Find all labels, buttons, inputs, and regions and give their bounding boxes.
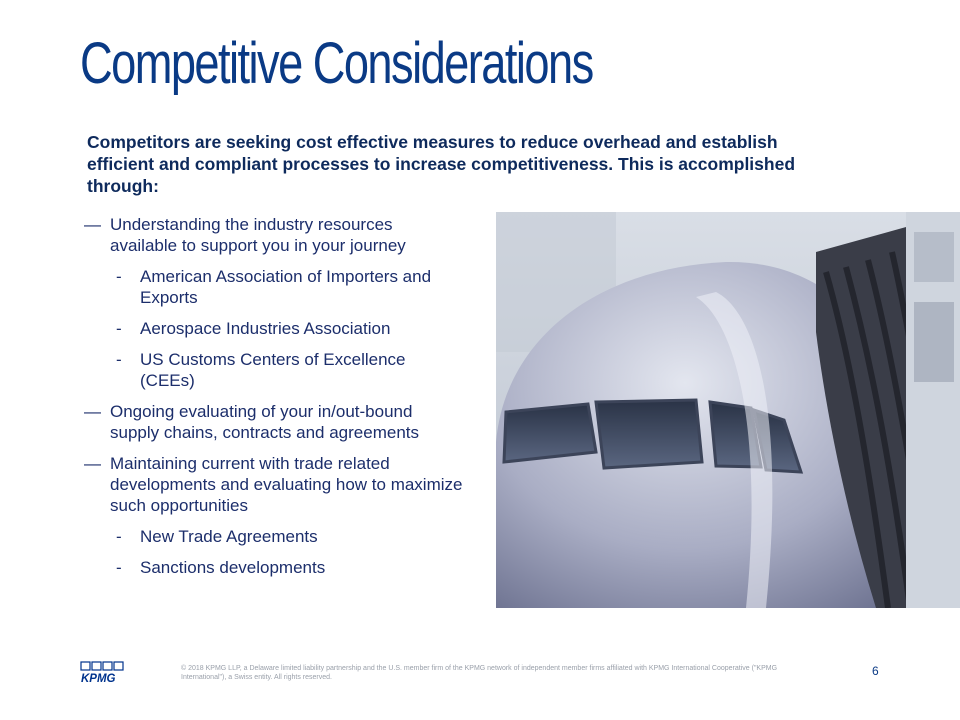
bullet-marker: - — [116, 267, 122, 286]
bullet-item — [84, 401, 464, 443]
sub-bullet-item — [84, 557, 464, 578]
bullet-marker: - — [116, 319, 122, 338]
intro-paragraph: Competitors are seeking cost effective measures to reduce overhead and establish efficient and compliant processes to increase competitiveness. This is accomplished through: — [87, 132, 796, 196]
bullet-marker: - — [116, 558, 122, 577]
airplane-photo — [496, 212, 960, 608]
bullet-marker: — — [84, 454, 101, 473]
sub-bullet-item — [84, 526, 464, 547]
bullet-text: US Customs Centers of Excellence (CEEs) — [140, 350, 406, 390]
bullet-text: American Association of Importers and Exports — [140, 267, 432, 307]
bullet-item — [84, 453, 464, 516]
bullet-text: Ongoing evaluating of your in/out-bound supply chains, contracts and agreements — [110, 402, 420, 442]
kpmg-logo — [80, 661, 126, 685]
bullet-text: New Trade Agreements — [140, 527, 318, 546]
bullet-marker: — — [84, 215, 101, 234]
bullet-list — [84, 214, 464, 588]
sub-bullet-item — [84, 349, 464, 391]
bullet-marker: — — [84, 402, 101, 421]
slide-title: Competitive Considerations — [80, 31, 593, 96]
bullet-text: Maintaining current with trade related developments and evaluating how to maximize such opportunities — [110, 454, 463, 515]
bullet-text: Understanding the industry resources available to support you in your journey — [110, 215, 406, 255]
sub-bullet-item — [84, 318, 464, 339]
bullet-text: Sanctions developments — [140, 558, 326, 577]
copyright-notice: © 2018 KPMG LLP, a Delaware limited liability partnership and the U.S. member firm of the KPMG network of independent member firms affiliated with KPMG International Cooperative ("KPMG International"), a Swiss entity. All rights reserved. — [181, 665, 778, 681]
bullet-text: Aerospace Industries Association — [140, 319, 391, 338]
kpmg-logo-text: KPMG — [81, 673, 116, 685]
page-number: 6 — [872, 664, 879, 678]
bullet-marker: - — [116, 350, 122, 369]
sub-bullet-item — [84, 266, 464, 308]
bullet-marker: - — [116, 527, 122, 546]
bullet-item — [84, 214, 464, 256]
